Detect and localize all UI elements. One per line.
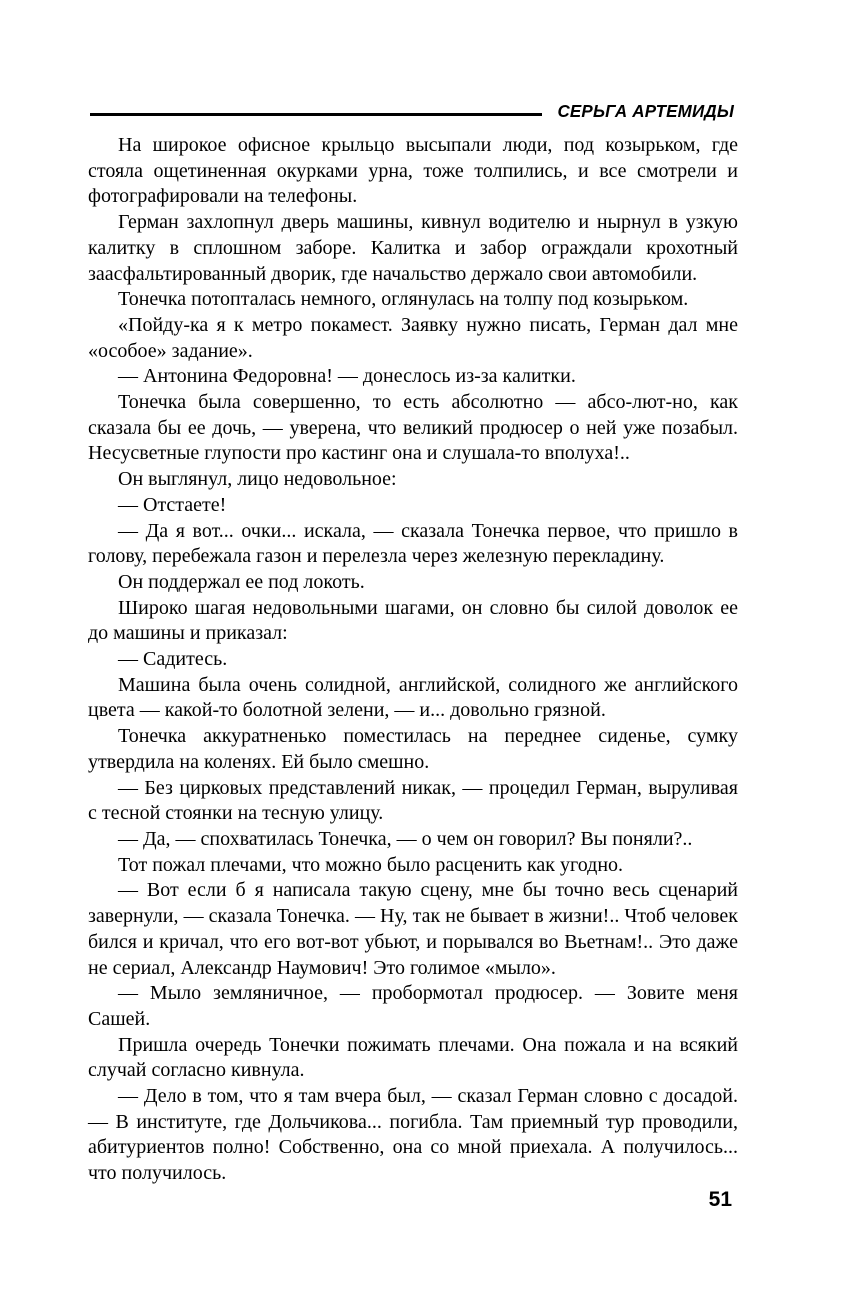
paragraph: — Мыло земляничное, — пробормотал продюсер. — Зовите меня Сашей. (88, 982, 738, 1030)
paragraph: — Отстаете! (118, 493, 227, 516)
paragraph: — Дело в том, что я там вчера был, — сказал Герман словно с досадой. — В институте, где Дольчикова... погибла. Там приемный тур проводили, абитуриентов полно! Собственно, она со мной приехала. А получилось... что получилось. (88, 1085, 738, 1185)
page-number: 51 (708, 1188, 732, 1211)
paragraph: — Антонина Федоровна! — донеслось из-за калитки. (118, 365, 576, 388)
paragraph: — Да я вот... очки... искала, — сказала Тонечка первое, что пришло в голову, перебежала газон и перелезла через железную перекладину. (88, 519, 738, 568)
paragraph: — Вот если б я написала такую сцену, мне бы точно весь сценарий завернули, — сказала Тонечка. — Ну, так не бывает в жизни!.. Чтоб человек бился и кричал, что его вот-вот убьют, и порывался во Вьетнам!.. Это даже не сериал, Александр Наумович! Это голимое «мыло». (88, 879, 738, 979)
paragraph: — Садитесь. (118, 648, 228, 671)
paragraph: Он выглянул, лицо недовольное: (118, 468, 397, 491)
paragraph: Машина была очень солидной, английской, солидного же английского цвета — какой-то болотной зелени, — и... довольно грязной. (88, 673, 738, 722)
paragraph: Широко шагая недовольными шагами, он словно бы силой доволок ее до машины и приказал: (88, 596, 738, 645)
paragraph: — Да, — спохватилась Тонечка, — о чем он говорил? Вы поняли?.. (118, 827, 693, 850)
page-header (90, 97, 734, 125)
paragraph: Тонечка была совершенно, то есть абсолютно — абсо-лют-но, как сказала бы ее дочь, — уверена, что великий продюсер о ней уже позабыл. Несусветные глупости про кастинг она и слушала-то вполуха!.. (88, 391, 738, 465)
paragraph: Тонечка аккуратненько поместилась на переднее сиденье, сумку утвердила на коленях. Ей было смешно. (88, 725, 738, 773)
paragraph: «Пойду-ка я к метро покамест. Заявку нужно писать, Герман дал мне «особое» задание». (88, 313, 738, 362)
paragraph: На широкое офисное крыльцо высыпали люди, под козырьком, где стояла ощетиненная окурками урна, тоже толпились, и все смотрели и фотографировали на телефоны. (88, 134, 738, 208)
paragraph: — Без цирковых представлений никак, — процедил Герман, выруливая с тесной стоянки на тесную улицу. (88, 776, 738, 825)
paragraph: Тонечка потопталась немного, оглянулась на толпу под козырьком. (118, 288, 689, 311)
paragraph: Тот пожал плечами, что можно было расценить как угодно. (118, 853, 624, 876)
paragraph: Пришла очередь Тонечки пожимать плечами. Она пожала и на всякий случай согласно кивнула. (88, 1033, 738, 1082)
paragraph: Герман захлопнул дверь машины, кивнул водителю и нырнул в узкую калитку в сплошном заборе. Калитка и забор ограждали крохотный заасфальтированный дворик, где начальство держало свои автомобили. (88, 211, 738, 285)
paragraph: Он поддержал ее под локоть. (118, 570, 365, 593)
text-body (88, 133, 738, 1187)
header-rule-line (90, 113, 542, 116)
running-head-title: СЕРЬГА АРТЕМИДЫ (557, 100, 734, 121)
